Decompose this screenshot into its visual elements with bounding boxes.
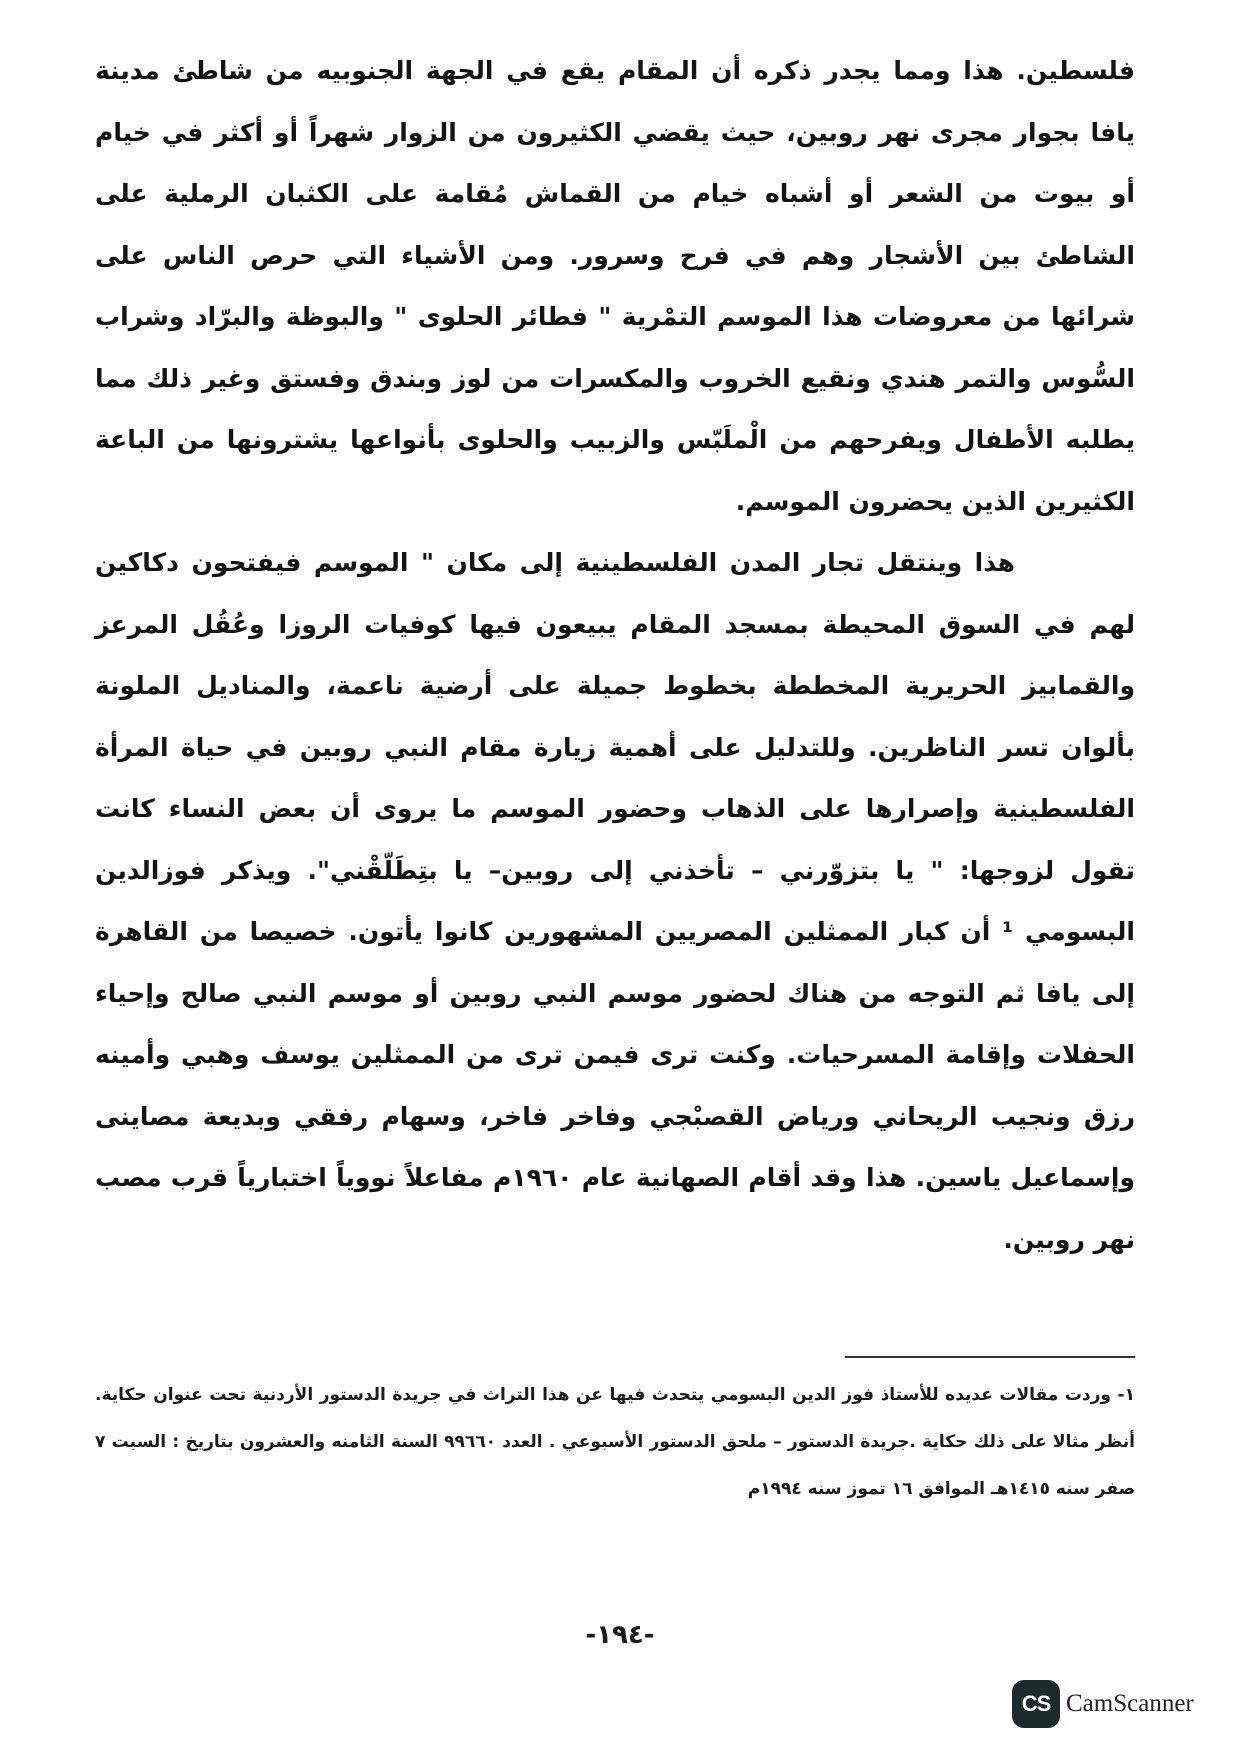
page-number: -١٩٤- bbox=[585, 1620, 655, 1650]
watermark-label: CamScanner bbox=[1066, 1690, 1194, 1717]
footnotes bbox=[95, 1372, 1135, 1513]
footnote-separator bbox=[845, 1356, 1135, 1358]
camscanner-logo-icon: CS bbox=[1012, 1680, 1060, 1728]
paragraph: فلسطين. هذا ومما يجدر ذكره أن المقام يقع في الجهة الجنوبيه من شاطئ مدينة يافا بجوار مجرى نهر روبين، حيث يقضي الكثيرون من الزوار شهراً أو أكثر في خيام أو بيوت من الشعر أو أشباه خيام من القماش مُقامة على الكثبان الرملية على الشاطئ بين الأشجار وهم في فرح وسرور. ومن الأشياء التي حرص الناس على شرائها من معروضات هذا الموسم التمْرية " فطائر الحلوى " والبوظة والبرّاد وشراب السُّوس والتمر هندي ونقيع الخروب والمكسرات من لوز وبندق وفستق وغير ذلك مما يطلبه الأطفال ويفرحهم من الْملَبّس والزبيب والحلوى بأنواعها يشترونها من الباعة الكثيرين الذين يحضرون الموسم. bbox=[95, 56, 1135, 516]
paragraph: هذا وينتقل تجار المدن الفلسطينية إلى مكان " الموسم فيفتحون دكاكين لهم في السوق المحيطة بمسجد المقام يبيعون فيها كوفيات الروزا وعُقُل المرعز والقمابيز الحريرية المخططة بخطوط جميلة على أرضية ناعمة، والمناديل الملونة بألوان تسر الناظرين. وللتدليل على أهمية زيارة مقام النبي روبين في حياة المرأة الفلسطينية وإصرارها على الذهاب وحضور الموسم ما يروى أن بعض النساء كانت تقول لزوجها: " يا بتزوّرني – تأخذني إلى روبين– يا بتِطَلّقْني". ويذكر فوزالدين البسومي ¹ أن كبار الممثلين المصريين المشهورين كانوا يأتون. خصيصا من القاهرة إلى يافا ثم التوجه من هناك لحضور موسم النبي روبين أو موسم النبي صالح وإحياء الحفلات وإقامة المسرحيات. وكنت ترى فيمن ترى من الممثلين يوسف وهبي وأمينه رزق ونجيب الريحاني ورياض القصبْجي وفاخر فاخر، وسهام رفقي وبديعة مصاينى وإسماعيل ياسين. هذا وقد أقام الصهانية عام ١٩٦٠م مفاعلاً نووياً اختبارياً قرب مصب نهر روبين. bbox=[95, 548, 1136, 1254]
footnote: ١- وردت مقالات عديده للأستاذ فوز الدين البسومي يتحدث فيها عن هذا التراث في جريدة الدستور الأردنية تحت عنوان حكاية. أنظر مثالا على ذلك حكاية .جريدة الدستور – ملحق الدستور الأسبوعي . العدد ٩٩٦٦٠ السنة الثامنه والعشرون بتاريخ : السبت ٧ صفر سنه ١٤١٥هـ الموافق ١٦ تموز سنه ١٩٩٤م bbox=[95, 1385, 1135, 1499]
main-text bbox=[95, 40, 1135, 1270]
camscanner-watermark bbox=[1012, 1678, 1194, 1730]
